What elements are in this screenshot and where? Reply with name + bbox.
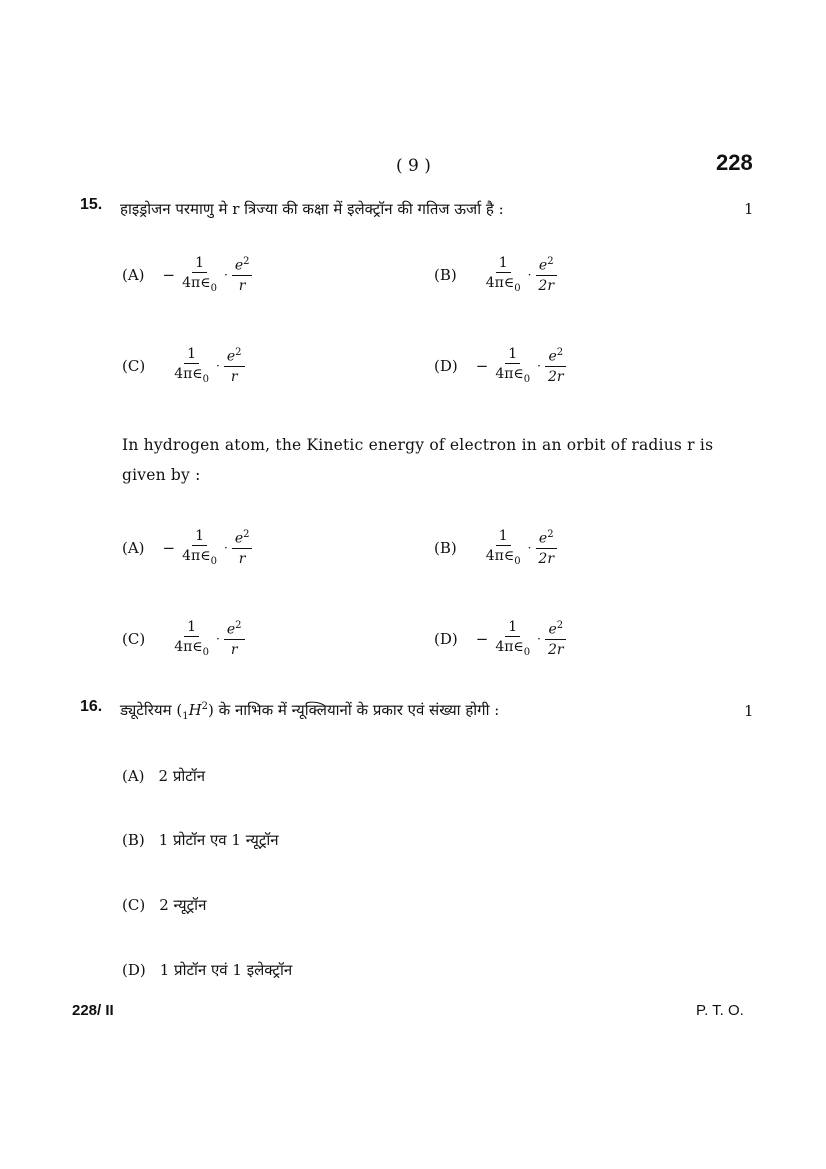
fraction-constant: $\frac{1}{4\pi\in_0}$ <box>182 528 217 567</box>
fraction-term: $\frac{e^2}{2r}$ <box>545 348 567 384</box>
question-marks: 1 <box>744 702 754 720</box>
fraction-term: $\frac{e^2}{2r}$ <box>535 530 557 566</box>
question-number: 16. <box>80 698 103 715</box>
fraction-term: $\frac{e^2}{r}$ <box>232 530 253 566</box>
option-d-english: (D) − $\frac{1}{4\pi\in_0}$ · $\frac{e^2}{2r}$ <box>434 620 567 658</box>
fraction-term: $\frac{e^2}{r}$ <box>224 621 245 657</box>
fraction-term: $\frac{e^2}{r}$ <box>224 348 245 384</box>
question-hindi-text: हाइड्रोजन परमाणु मे r त्रिज्या की कक्षा में इलेक्ट्रॉन की गतिज ऊर्जा है : <box>120 200 504 218</box>
fraction-constant: $\frac{1}{4\pi\in_0}$ <box>495 346 531 385</box>
option-a <box>122 766 205 786</box>
sign: − <box>475 356 489 375</box>
option-b <box>122 830 279 850</box>
option-a: (A) − $\frac{1}{4\pi\in_0}$ · $\frac{e^2}{r}$ <box>122 256 252 294</box>
question-marks: 1 <box>744 200 754 218</box>
option-c: (C) $\frac{1}{4\pi\in_0}$ · $\frac{e^2}{r}$ <box>122 347 245 385</box>
option-label: (C) <box>122 629 146 648</box>
option-text: 2 न्यूट्रॉन <box>159 896 207 914</box>
option-label: (A) <box>122 767 145 785</box>
fraction-constant: $\frac{1}{4\pi\in_0}$ <box>182 255 217 294</box>
fraction-constant: $\frac{1}{4\pi\in_0}$ <box>174 346 210 385</box>
question-english-text: In hydrogen atom, the Kinetic energy of electron in an orbit of radius r is given by : <box>122 436 714 484</box>
option-text: 1 प्रोटॉन एव 1 न्यूट्रॉन <box>158 831 279 849</box>
option-c <box>122 895 206 915</box>
option-label: (C) <box>122 896 146 914</box>
option-label: (B) <box>434 265 457 284</box>
fraction-constant: $\frac{1}{4\pi\in_0}$ <box>174 619 210 658</box>
option-b-english: (B) $\frac{1}{4\pi\in_0}$ · $\frac{e^2}{2r}$ <box>434 529 557 567</box>
footer-pto: P. T. O. <box>696 1002 744 1019</box>
paper-code: 228 <box>716 150 753 175</box>
option-c-english: (C) $\frac{1}{4\pi\in_0}$ · $\frac{e^2}{r}$ <box>122 620 245 658</box>
option-text: 2 प्रोटॉन <box>158 767 206 785</box>
footer-paper-code: 228/ II <box>72 1002 114 1019</box>
option-d <box>122 960 292 980</box>
option-label: (D) <box>434 629 458 648</box>
question-hindi-text: ड्यूटेरियम $(_1H^2)$ के नाभिक में न्यूक्लियानों के प्रकार एवं संख्या होगी : <box>120 701 500 722</box>
option-label: (D) <box>122 961 146 979</box>
sign: − <box>162 265 176 284</box>
fraction-term: $\frac{e^2}{r}$ <box>232 257 253 293</box>
option-d: (D) − $\frac{1}{4\pi\in_0}$ · $\frac{e^2}{2r}$ <box>434 347 567 385</box>
question-number: 15. <box>80 196 103 213</box>
option-label: (C) <box>122 356 146 375</box>
sign: − <box>162 538 176 557</box>
option-label: (B) <box>122 831 145 849</box>
sign: − <box>475 629 489 648</box>
fraction-term: $\frac{e^2}{2r}$ <box>535 257 557 293</box>
fraction-constant: $\frac{1}{4\pi\in_0}$ <box>495 619 531 658</box>
fraction-term: $\frac{e^2}{2r}$ <box>545 621 567 657</box>
option-text: 1 प्रोटॉन एवं 1 इलेक्ट्रॉन <box>159 961 293 979</box>
option-a-english: (A) − $\frac{1}{4\pi\in_0}$ · $\frac{e^2}{r}$ <box>122 529 252 567</box>
option-b: (B) $\frac{1}{4\pi\in_0}$ · $\frac{e^2}{2r}$ <box>434 256 557 294</box>
option-label: (D) <box>434 356 458 375</box>
option-label: (A) <box>122 538 145 557</box>
option-label: (B) <box>434 538 457 557</box>
option-label: (A) <box>122 265 145 284</box>
fraction-constant: $\frac{1}{4\pi\in_0}$ <box>485 528 521 567</box>
fraction-constant: $\frac{1}{4\pi\in_0}$ <box>485 255 521 294</box>
page-number: ( 9 ) <box>396 156 431 176</box>
